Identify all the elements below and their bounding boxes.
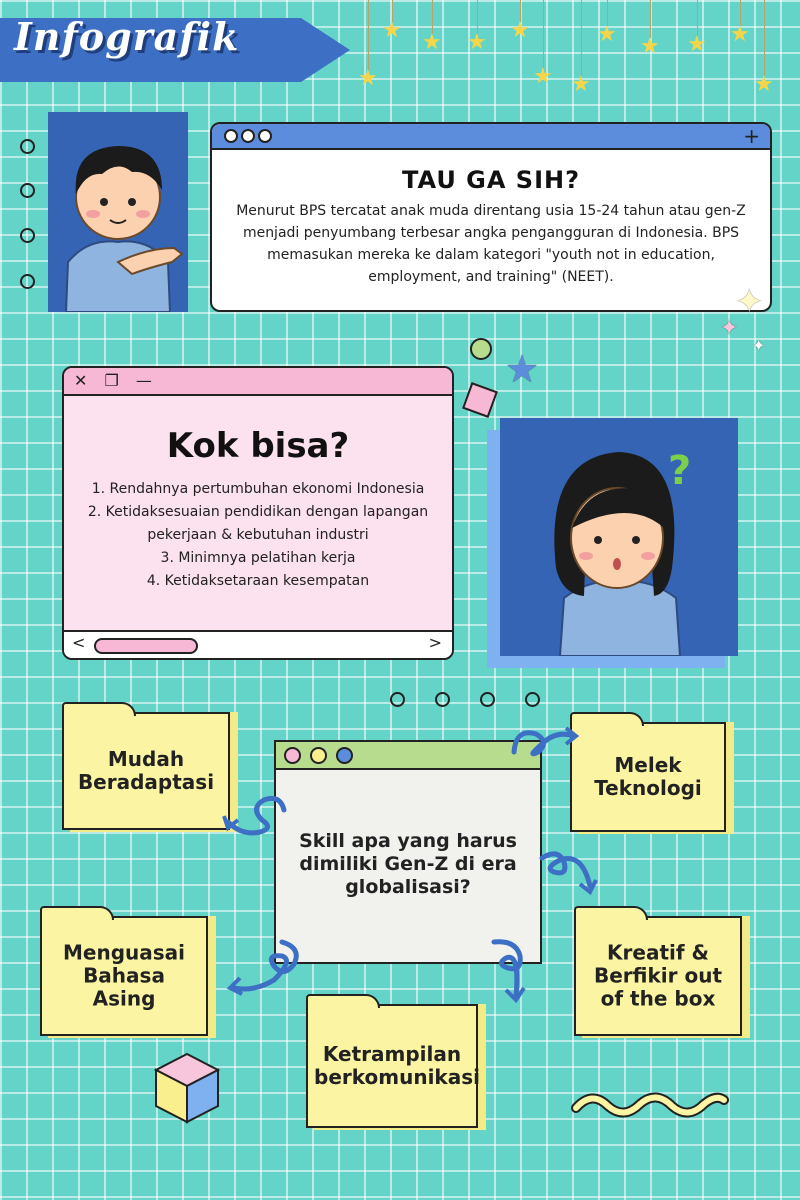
folder-tab (570, 712, 644, 726)
ring-icon (20, 274, 35, 289)
folder-tab (40, 906, 114, 920)
scrollbar[interactable] (64, 630, 452, 658)
skill-folder (306, 1004, 478, 1128)
folder-tab (574, 906, 648, 920)
skill-folder (570, 722, 726, 832)
sparkle-icon: ✦ (720, 316, 739, 341)
diamond-shape (462, 382, 498, 418)
plus-icon: + (743, 124, 760, 148)
window-dot-icon (241, 129, 255, 143)
scroll-right-icon[interactable]: > (428, 633, 442, 652)
star-icon: ★ (730, 22, 750, 47)
page-title: Infografik (14, 14, 240, 59)
kok-bisa-window (62, 366, 454, 660)
skill-folder (40, 916, 208, 1036)
curly-arrow-icon (222, 934, 308, 998)
star-icon: ★ (687, 32, 707, 57)
skill-question: Skill apa yang harus dimiliki Gen-Z di era globalisasi? (299, 830, 517, 898)
ring-icon (525, 692, 540, 707)
kok-bisa-title: Kok bisa? (166, 426, 350, 466)
star-icon: ★ (467, 30, 487, 55)
star-icon: ★ (510, 18, 530, 43)
skill-folder (574, 916, 742, 1036)
star-icon: ★ (640, 34, 660, 59)
curly-arrow-icon (536, 846, 600, 900)
window-title-bar (212, 124, 770, 150)
star-icon: ★ (358, 66, 378, 91)
scroll-left-icon[interactable]: < (72, 633, 86, 652)
ring-icon (20, 228, 35, 243)
tau-ga-sih-body: Menurut BPS tercatat anak muda direntang usia 15-24 tahun atau gen-Z menjadi penyumbang terbesar angka pengangguran di Indonesia. BPS memasukan mereka ke dalam kategori "youth not in education, employment, and training" (NEET). (236, 203, 746, 285)
skill-question-window (274, 740, 542, 964)
skill-label: Mudah Beradaptasi (77, 747, 215, 794)
window-dot-icon (258, 129, 272, 143)
folder-tab (306, 994, 380, 1008)
ring-icon (435, 692, 450, 707)
folder-tab (62, 702, 136, 716)
window-title-bar (276, 742, 540, 770)
svg-text:?: ? (668, 448, 692, 494)
star-icon: ★ (571, 72, 591, 97)
window-dot-icon (310, 747, 327, 764)
squiggle-shape (570, 1086, 730, 1122)
window-title-bar (64, 368, 452, 396)
circle-shape (470, 338, 492, 360)
skill-label: Kreatif & Berfikir out of the box (593, 940, 723, 1011)
curly-arrow-icon (220, 790, 290, 840)
list-item: 2. Ketidaksesuaian pendidikan dengan lapangan pekerjaan & kebutuhan industri (87, 504, 429, 543)
sparkle-icon: ✦ (735, 282, 764, 322)
list-item: 1. Rendahnya pertumbuhan ekonomi Indonesia (91, 481, 425, 497)
scroll-thumb[interactable] (94, 638, 198, 654)
ring-icon (20, 183, 35, 198)
skill-label: Ketrampilan berkomunikasi (314, 1042, 480, 1089)
window-dot-icon (284, 747, 301, 764)
window-controls[interactable]: ✕ ❐ — (74, 371, 158, 390)
list-item: 3. Minimnya pelatihan kerja (160, 550, 356, 566)
star-icon: ★ (422, 30, 442, 55)
star-icon: ★ (754, 72, 774, 97)
ring-icon (390, 692, 405, 707)
star-icon: ★ (597, 22, 617, 47)
star-icon: ★ (382, 18, 402, 43)
curly-arrow-icon (486, 936, 536, 1006)
star-icon: ★ (533, 64, 553, 89)
sparkle-icon: ✦ (752, 336, 766, 355)
list-item: 4. Ketidaksetaraan kesempatan (146, 573, 370, 589)
curly-arrow-icon (508, 722, 580, 762)
skill-label: Menguasai Bahasa Asing (62, 940, 185, 1011)
cube-shape (154, 1052, 220, 1124)
window-dot-icon (224, 129, 238, 143)
girl-illustration (500, 418, 738, 656)
skill-label: Melek Teknologi (594, 753, 702, 800)
tau-ga-sih-window (210, 122, 772, 312)
skill-folder (62, 712, 230, 830)
boy-illustration (48, 112, 188, 312)
ring-icon (480, 692, 495, 707)
window-dot-icon (336, 747, 353, 764)
star-icon: ★ (505, 347, 540, 391)
ring-icon (20, 139, 35, 154)
reasons-list (64, 478, 452, 593)
tau-ga-sih-title: TAU GA SIH? (401, 166, 581, 194)
